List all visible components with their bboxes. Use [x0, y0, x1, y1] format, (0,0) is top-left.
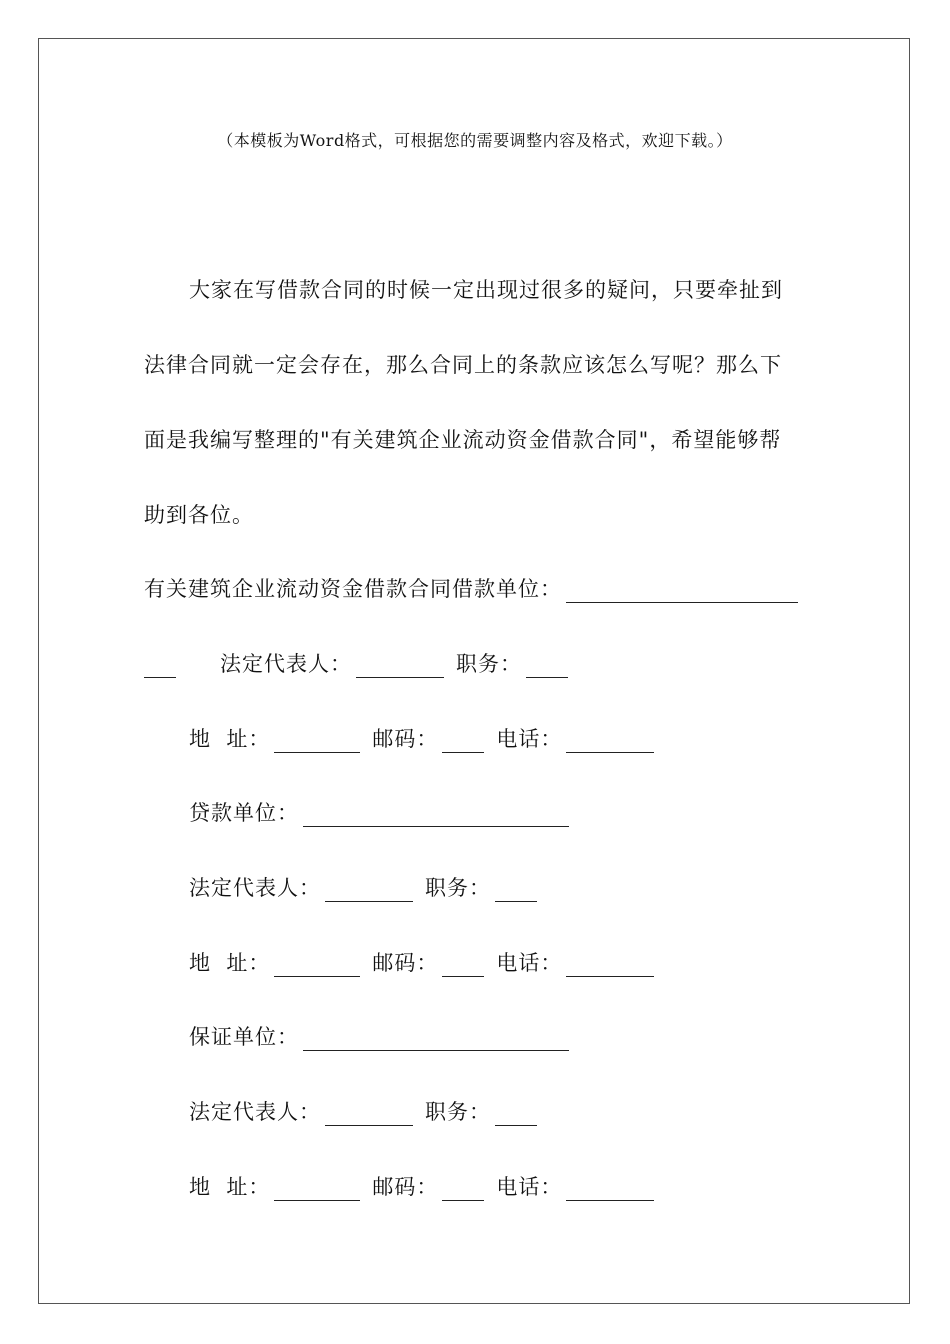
- lender-unit-label: 贷款单位：: [189, 801, 299, 825]
- borrower-position-label: 职务：: [456, 652, 522, 676]
- guarantor-legal-rep-label: 法定代表人：: [189, 1100, 321, 1124]
- borrower-position-blank[interactable]: [526, 657, 568, 678]
- borrower-address-blank[interactable]: [274, 732, 360, 753]
- borrower-legal-rep-blank[interactable]: [356, 657, 444, 678]
- guarantor-unit-label: 保证单位：: [189, 1025, 299, 1049]
- intro-line-1: 大家在写借款合同的时候一定出现过很多的疑问，只要牵扯到: [189, 278, 783, 302]
- lender-address-row: [189, 947, 658, 977]
- guarantor-phone-label: 电话：: [496, 1175, 563, 1199]
- lender-phone-label: 电话：: [496, 951, 563, 975]
- lender-address-blank[interactable]: [274, 956, 360, 977]
- lender-position-label: 职务：: [425, 876, 491, 900]
- guarantor-postcode-blank[interactable]: [442, 1180, 484, 1201]
- intro-line-2: 法律合同就一定会存在，那么合同上的条款应该怎么写呢？那么下: [144, 353, 782, 377]
- lender-address-label: 地 址：: [189, 951, 271, 975]
- borrower-rep-row: [144, 648, 572, 678]
- lender-rep-row: [189, 872, 541, 902]
- lender-legal-rep-label: 法定代表人：: [189, 876, 321, 900]
- guarantor-rep-row: [189, 1096, 541, 1126]
- lender-unit-row: [189, 797, 573, 827]
- guarantor-legal-rep-blank[interactable]: [325, 1105, 413, 1126]
- guarantor-postcode-label: 邮码：: [372, 1175, 439, 1199]
- lender-phone-blank[interactable]: [566, 956, 654, 977]
- intro-line-3: 面是我编写整理的"有关建筑企业流动资金借款合同"，希望能够帮: [144, 428, 782, 452]
- lender-legal-rep-blank[interactable]: [325, 881, 413, 902]
- template-note: （本模板为Word格式，可根据您的需要调整内容及格式，欢迎下载。）: [217, 131, 733, 150]
- borrower-postcode-label: 邮码：: [372, 727, 439, 751]
- guarantor-address-row: [189, 1171, 658, 1201]
- guarantor-position-label: 职务：: [425, 1100, 491, 1124]
- lender-postcode-blank[interactable]: [442, 956, 484, 977]
- borrower-unit-blank[interactable]: [566, 582, 798, 603]
- borrower-address-row: [189, 723, 658, 753]
- guarantor-unit-row: [189, 1021, 573, 1051]
- guarantor-phone-blank[interactable]: [566, 1180, 654, 1201]
- guarantor-position-blank[interactable]: [495, 1105, 537, 1126]
- borrower-unit-row: [144, 573, 802, 603]
- lender-postcode-label: 邮码：: [372, 951, 439, 975]
- guarantor-unit-blank[interactable]: [303, 1030, 569, 1051]
- lender-unit-blank[interactable]: [303, 806, 569, 827]
- borrower-postcode-blank[interactable]: [442, 732, 484, 753]
- lender-position-blank[interactable]: [495, 881, 537, 902]
- intro-line-4: 助到各位。: [144, 503, 254, 527]
- borrower-unit-blank-cont[interactable]: [144, 657, 176, 678]
- title-borrower-label: 有关建筑企业流动资金借款合同借款单位：: [144, 577, 562, 601]
- borrower-phone-blank[interactable]: [566, 732, 654, 753]
- borrower-address-label: 地 址：: [189, 727, 271, 751]
- borrower-phone-label: 电话：: [496, 727, 563, 751]
- guarantor-address-blank[interactable]: [274, 1180, 360, 1201]
- guarantor-address-label: 地 址：: [189, 1175, 271, 1199]
- borrower-legal-rep-label: 法定代表人：: [220, 652, 352, 676]
